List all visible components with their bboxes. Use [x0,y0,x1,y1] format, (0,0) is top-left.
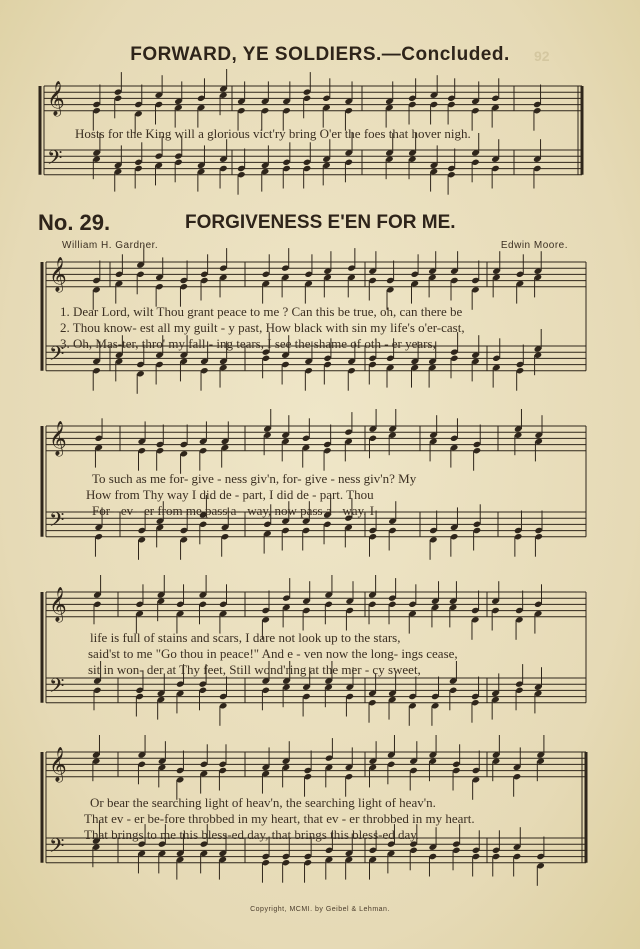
bass-clef: 𝄢 [49,508,65,536]
lyric-line: That brings to me this bless-ed day, that brings this bless-ed day. [84,827,420,842]
bass-clef: 𝄢 [49,674,65,702]
copyright-footer: Copyright, MCMI. by Geibel & Lehman. [250,906,390,913]
lyric-line: sit in won- der at Thy feet, Still wond'ring at the mer - cy sweet, [88,662,421,677]
treble-clef: 𝄞 [49,421,67,456]
lyric-line: said'st to me "Go thou in peace!" And e - ven now the long- ings cease, [88,646,458,661]
hymn-title: FORGIVENESS E'EN FOR ME. [185,212,456,233]
page-number: 92 [534,48,550,64]
composer-credit: Edwin Moore. [500,240,568,251]
lyric-line: 1. Dear Lord, wilt Thou grant peace to me ? Can this be true, oh, can there be [60,304,463,319]
section1-lyric: Hosts for the King will a glorious vict'ry bring O'er the foes that hover nigh. [75,126,471,141]
lyric-line: To such as me for- give - ness giv'n, for- give - ness giv'n? My [92,471,417,486]
lyric-line: That ev - er be-fore throbbed in my heart, that ev - er throbbed in my heart. [84,811,475,826]
treble-clef: 𝄞 [49,587,67,622]
lyric-line: Or bear the searching light of heav'n, the searching light of heav'n. [90,795,436,810]
hymn-number: No. 29. [38,210,111,235]
lyric-line: 2. Thou know- est all my guilt - y past, How black with sin my life's o'er-cast, [60,320,465,335]
lyric-line: How from Thy way I did de - part, I did de - part. Thou [86,487,374,502]
lyric-line: 3. Oh, Mas-ter, thro' my fall - ing tears, I see the shame of oth - er years, [60,336,436,351]
treble-clef: 𝄞 [49,747,67,782]
bass-clef: 𝄢 [47,146,63,174]
treble-clef: 𝄞 [47,81,65,116]
section1-title: FORWARD, YE SOLDIERS.—Concluded. [130,44,510,65]
treble-clef: 𝄞 [49,257,67,292]
bass-clef: 𝄢 [49,342,65,370]
lyric-line: For - ev - er from me pass a - way, now pass a - way. I [92,503,375,518]
author-credit: William H. Gardner. [62,240,159,251]
bass-clef: 𝄢 [49,834,65,862]
lyric-line: life is full of stains and scars, I dare not look up to the stars, [90,630,401,645]
